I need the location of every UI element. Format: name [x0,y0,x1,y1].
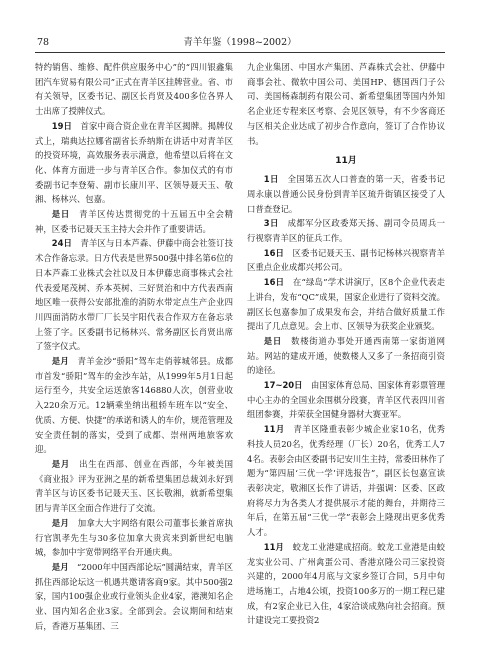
entry-date: 是月 [51,458,70,469]
paragraph [35,207,233,236]
paragraph [247,334,445,378]
paragraph [35,119,233,207]
entry-date: 1日 [263,174,279,185]
entry-text: 蛟龙工业港建成招商。蛟龙工业港是由蛟龙实业公司、广州禽蛋公司、香港京隆公司三家投资兴建的，2000年4月底与文家乡签订合同，5月中旬进场施工，占地4公顷，投资100多万的一期工程已建成，有2家企业已入住，4家洽谈成熟向社会招商。预计建设完工要投资2 [247,541,445,626]
entry-date: 24日 [51,238,73,249]
entry-date: 19日 [51,120,73,131]
entry-date: 11月 [263,541,285,552]
entry-date: 3日 [263,218,279,229]
paragraph [35,516,233,560]
entry-date: 11月 [263,424,285,435]
page-number: 78 [37,37,50,48]
paragraph [35,60,233,119]
entry-text: 青羊区传达贯彻党的十五届五中全会精神，区委书记聂天玉主持大会并作了重要讲话。 [35,209,234,234]
paragraph [35,457,233,516]
running-header [35,36,445,53]
entry-text: 数楼街道办事处开通西南第一家街道网站。网站的建成开通，使数楼人又多了一条招商引资的途径。 [247,335,446,376]
paragraph [247,60,445,148]
entry-text: 由国家体育总局、国家体育彩票管理中心主办的全国业余围棋分段赛，青羊区代表四川省组团参赛，并荣获全国健身器材大赛亚军。 [247,380,446,420]
entry-text: 青羊区与日本芦森、伊藤中商会社签订技术合作备忘录。日方代表是世界500强中排名第6位的日本芦森工业株式会社以及日本伊藤忠商事株式会社代表爱尾茂树、乔本英树、三好贤治和中方代表西南地区唯一获得公安部批准的消防水带定点生产企业四川四面消防水带厂厂长吴宇阳代表合作双方在备忘录上签了字。区委副书记杨林兴、常务副区长肖贤出席了签字仪式。 [35,238,233,352]
paragraph [35,236,233,354]
paragraph [35,354,233,457]
entry-text: 全国第五次人口普查的第一天，省委书记周永康以普通公民身份到青羊区琉升街镇区接受了人口普查登记。 [247,174,446,214]
running-title: 青羊年鉴（1998~2002） [183,37,297,48]
entry-date: 17~20日 [263,380,303,391]
paragraph [247,540,445,628]
entry-text: 首家中商合资企业在青羊区揭牌。揭牌仪式上，瑞典达拉娜省副省长乔纳斯在讲话中对青羊区的投资环境，高效服务表示满意，他希望以后将在文化、体育方面进一步与青羊区合作。参加仪式的有市委副书记李登菊、副市长康川平、区领导聂天玉、敬湘、杨林兴、包嘉。 [35,120,233,205]
entry-text: 青羊金沙“骄阳”驾车走俏蓉城邻县。成都市首发“骄阳”驾车的金沙车站，从1999年5月1日起运行至今，共安全运送旅客146880人次，创营业收入220余万元。12辆乘坐纳出租轿车班车以“安全、优质、方便、快捷”的承诺和诱人的车价，规范管理及安全责任制的落实，受到了成都、崇州两地旅客欢迎。 [35,356,234,455]
entry-date: 是月 [51,517,70,528]
paragraph [247,246,445,275]
entry-text: 加拿大大宇网络有限公司董事长兼首席执行官凯孝先生与30多位加拿大贵宾来到新世纪电脑城，参加中宇宽带网络平台开通庆典。 [35,517,234,558]
entry-date: 16日 [263,247,285,258]
paragraph [247,216,445,245]
right-column [247,60,445,628]
entry-date: 16日 [263,277,285,288]
entry-date: 是月 [51,561,69,572]
entry-text: 在“绿岛”学术讲演厅，区8个企业代表走上讲台，发布“QC”成果，国家企业进行了资料交流。副区长包嘉参加了成果发布会，并结合做好质量工作提出了几点意见。会上市、区领导为获奖企业颁奖。 [247,277,446,332]
entry-text: 成都军分区政委郑天扬、副司令员周兵一行视察青羊区的征兵工作。 [247,218,446,244]
paragraph [247,378,445,422]
paragraph [247,422,445,540]
entry-text: 区委书记聂天玉、副书记杨林兴视察青羊区重点企业成都兴邦公司。 [247,247,445,273]
entry-date: 是月 [51,356,70,367]
entry-text: “2000年中国西部论坛”圆满结束，青羊区抓住西部论坛这一机遇共邀请客商9家。其中500强2家，国内100强企业或行业领头企业4家，港澳知名企业、国内知名企业3家。全部到会。会议期间和结束后，香港万基集团、三 [35,561,233,631]
paragraph [247,172,445,216]
paragraph [35,560,233,634]
entry-text: 特约销售、维修、配件供应服务中心”的“四川银鑫集团汽车贸易有限公司”正式在青羊区挂牌营业。省、市有关领导，区委书记、副区长肖贤及400多位各界人士出席了授牌仪式。 [35,62,233,117]
entry-text: 出生在西部、创业在西部，今年被美国《商业报》评为亚洲之星的新希望集团总裁刘永好到青羊区与访区委书记聂天玉、区长敬湘，就新希望集团与青羊区全面合作进行了交流。 [35,458,234,514]
paragraph [247,275,445,334]
entry-text: 青羊区隆重表彰少城企业家10名，优秀科技人员20名，优秀经理（厂长）20名，优秀工人74名。表彰会由区委副书记安川生主持，常委田林作了题为“第四届‘三优一学’评选报告”，副区长包嘉宣读表彰决定，敬湘区长作了讲话，并强调：区委、区政府将尽力为各类人才提供展示才能的舞台，并期待三年后，在第五届“三优一学”表彰会上隆现出更多优秀人才。 [247,424,446,538]
entry-text: 九企业集团、中国水产集团、芦森株式会社、伊藤中商事会社、微软中国公司、美国HP、德国西门子公司、美国杨森制药有限公司、新希望集团等国内外知名企业还专程来区考察、会见区领导，有不少客商还与区相关企业达成了初步合作意向，签订了合作协议书。 [247,62,445,146]
entry-date: 是日 [51,209,70,220]
entry-date: 是日 [263,335,282,346]
left-column [35,60,233,633]
month-heading: 11月 [335,156,357,167]
